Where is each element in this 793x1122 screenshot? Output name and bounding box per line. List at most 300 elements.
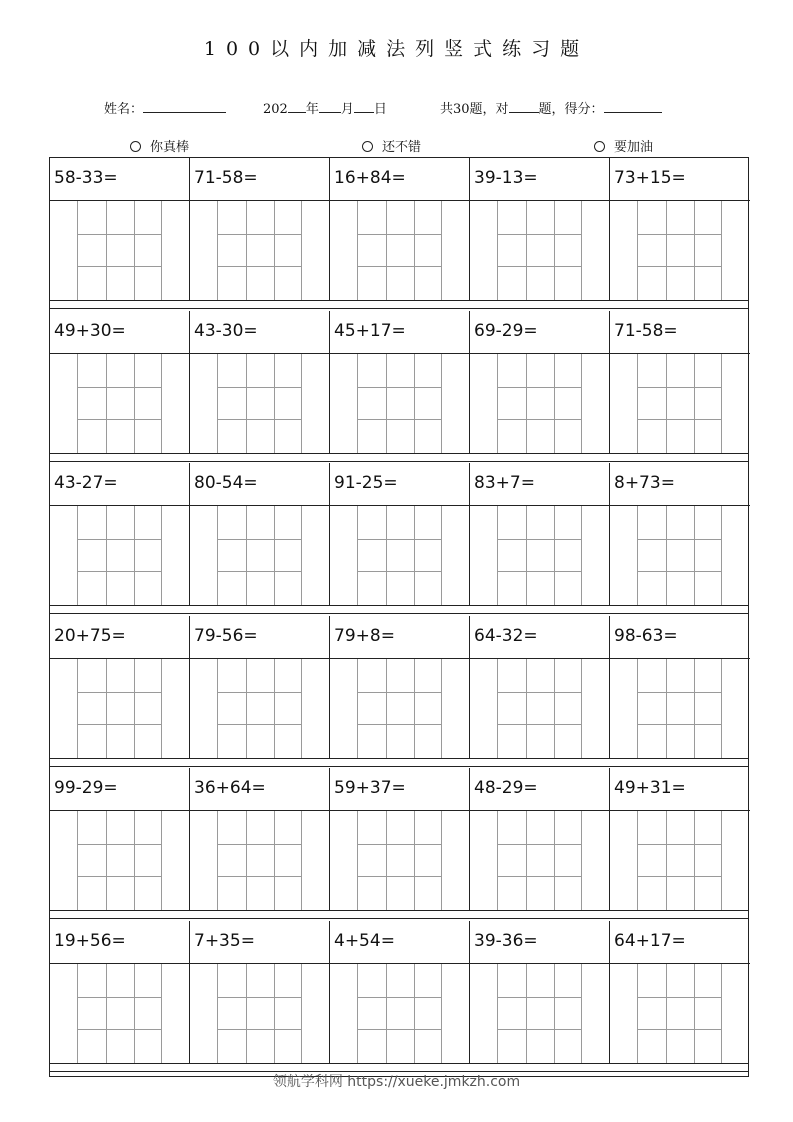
grid-line — [497, 724, 581, 725]
vertical-calc-grid — [497, 659, 581, 758]
grid-line — [217, 876, 301, 877]
grid-line — [274, 811, 275, 910]
grid-line — [554, 811, 555, 910]
grid-line — [77, 724, 161, 725]
vertical-calc-grid — [637, 354, 721, 453]
grid-line — [161, 964, 162, 1063]
grid-line — [497, 266, 581, 267]
rating-label: 还不错 — [382, 140, 422, 155]
grid-line — [497, 692, 581, 693]
grid-line — [637, 571, 721, 572]
problem-text: 20+75= — [54, 626, 126, 646]
grid-line — [637, 997, 721, 998]
grid-line — [357, 692, 441, 693]
rating-option-great — [130, 136, 189, 155]
problem-row — [50, 158, 748, 300]
grid-line — [357, 354, 358, 453]
problem-cell — [50, 158, 190, 300]
problem-row — [50, 921, 748, 1063]
grid-line — [497, 539, 581, 540]
grid-line — [357, 811, 358, 910]
grid-line — [666, 964, 667, 1063]
problem-cell — [330, 311, 470, 453]
circle-icon — [594, 141, 605, 152]
problem-text: 43-30= — [194, 321, 258, 341]
grid-line — [77, 876, 161, 877]
month-blank — [319, 99, 341, 113]
problem-row — [50, 311, 748, 453]
grid-line — [497, 1029, 581, 1030]
row-separator — [50, 605, 748, 614]
grid-line — [217, 354, 218, 453]
grid-line — [357, 387, 441, 388]
row-separator — [50, 453, 748, 462]
problem-cell — [470, 463, 610, 605]
grid-line — [357, 1029, 441, 1030]
vertical-calc-grid — [217, 506, 301, 605]
grid-line — [637, 539, 721, 540]
problem-text: 48-29= — [474, 778, 538, 798]
problem-cell — [330, 158, 470, 300]
grid-line — [721, 506, 722, 605]
problem-text: 69-29= — [474, 321, 538, 341]
vertical-calc-grid — [217, 811, 301, 910]
grid-line — [497, 876, 581, 877]
grid-line — [441, 659, 442, 758]
grid-line — [77, 201, 78, 300]
grid-line — [357, 539, 441, 540]
grid-line — [106, 964, 107, 1063]
problem-text: 83+7= — [474, 473, 535, 493]
grid-line — [414, 354, 415, 453]
grid-line — [497, 571, 581, 572]
grid-line — [441, 506, 442, 605]
vertical-calc-grid — [357, 964, 441, 1063]
month-label: 月 — [340, 102, 354, 117]
day-label: 日 — [373, 102, 387, 117]
grid-line — [637, 1029, 721, 1030]
problem-cell — [190, 616, 330, 758]
grid-line — [217, 844, 301, 845]
grid-line — [497, 354, 498, 453]
grid-line — [386, 659, 387, 758]
rating-option-try-harder — [594, 136, 653, 155]
problem-text: 71-58= — [614, 321, 678, 341]
problem-text: 64-32= — [474, 626, 538, 646]
grid-line — [217, 571, 301, 572]
grid-line — [77, 419, 161, 420]
problem-cell — [470, 921, 610, 1063]
grid-line — [637, 659, 638, 758]
problem-text: 99-29= — [54, 778, 118, 798]
grid-line — [246, 659, 247, 758]
grid-line — [721, 354, 722, 453]
grid-line — [666, 659, 667, 758]
problem-cell — [330, 616, 470, 758]
problem-cell — [190, 311, 330, 453]
grid-line — [637, 964, 638, 1063]
grid-line — [414, 201, 415, 300]
grid-line — [357, 201, 358, 300]
problem-text: 64+17= — [614, 931, 686, 951]
grid-line — [694, 659, 695, 758]
rating-label: 你真棒 — [150, 140, 190, 155]
grid-line — [357, 997, 441, 998]
grid-line — [217, 539, 301, 540]
grid-line — [666, 506, 667, 605]
grid-line — [217, 506, 218, 605]
problem-row — [50, 463, 748, 605]
grid-line — [357, 876, 441, 877]
grid-line — [637, 201, 638, 300]
grid-line — [581, 659, 582, 758]
grid-line — [77, 1029, 161, 1030]
vertical-calc-grid — [77, 506, 161, 605]
problem-cell — [610, 768, 750, 910]
problem-cell — [190, 768, 330, 910]
grid-line — [386, 811, 387, 910]
vertical-calc-grid — [497, 811, 581, 910]
grid-line — [581, 201, 582, 300]
problem-cell — [190, 463, 330, 605]
problem-text: 49+31= — [614, 778, 686, 798]
grid-line — [497, 419, 581, 420]
grid-line — [217, 724, 301, 725]
grid-line — [497, 997, 581, 998]
page-title: 100以内加减法列竖式练习题 — [203, 38, 590, 60]
row-separator — [50, 300, 748, 309]
vertical-calc-grid — [217, 201, 301, 300]
grid-line — [666, 354, 667, 453]
grid-line — [217, 692, 301, 693]
grid-line — [414, 659, 415, 758]
problem-cell — [470, 768, 610, 910]
rating-label: 要加油 — [614, 140, 654, 155]
vertical-calc-grid — [357, 506, 441, 605]
grid-line — [134, 659, 135, 758]
problem-text: 16+84= — [334, 168, 406, 188]
problem-text: 45+17= — [334, 321, 406, 341]
name-blank — [143, 99, 226, 113]
vertical-calc-grid — [637, 506, 721, 605]
problem-text: 4+54= — [334, 931, 395, 951]
grid-line — [274, 201, 275, 300]
grid-line — [526, 354, 527, 453]
vertical-calc-grid — [217, 964, 301, 1063]
grid-line — [637, 876, 721, 877]
grid-line — [526, 659, 527, 758]
correct-suffix: 题，得分： — [538, 102, 604, 117]
problem-cell — [50, 463, 190, 605]
grid-line — [246, 201, 247, 300]
grid-line — [637, 387, 721, 388]
grid-line — [161, 354, 162, 453]
problem-cell — [330, 921, 470, 1063]
grid-line — [637, 724, 721, 725]
grid-line — [414, 506, 415, 605]
grid-line — [161, 811, 162, 910]
grid-line — [301, 659, 302, 758]
vertical-calc-grid — [497, 506, 581, 605]
grid-line — [386, 354, 387, 453]
grid-line — [694, 811, 695, 910]
grid-line — [161, 201, 162, 300]
vertical-calc-grid — [357, 201, 441, 300]
grid-line — [77, 354, 78, 453]
vertical-calc-grid — [77, 659, 161, 758]
problem-text: 49+30= — [54, 321, 126, 341]
name-field — [104, 98, 226, 117]
grid-line — [217, 266, 301, 267]
grid-line — [526, 811, 527, 910]
grid-line — [526, 964, 527, 1063]
grid-line — [554, 964, 555, 1063]
grid-line — [217, 201, 218, 300]
vertical-calc-grid — [77, 354, 161, 453]
problem-text: 39-36= — [474, 931, 538, 951]
grid-line — [301, 354, 302, 453]
grid-line — [301, 964, 302, 1063]
vertical-calc-grid — [637, 964, 721, 1063]
grid-line — [301, 201, 302, 300]
vertical-calc-grid — [497, 201, 581, 300]
year-blank — [288, 99, 306, 113]
vertical-calc-grid — [357, 354, 441, 453]
grid-line — [721, 811, 722, 910]
grid-line — [414, 964, 415, 1063]
footer-watermark: 领航学科网 https://xueke.jmkzh.com — [272, 1074, 521, 1090]
problem-text: 36+64= — [194, 778, 266, 798]
problem-text: 43-27= — [54, 473, 118, 493]
problem-cell — [610, 616, 750, 758]
vertical-calc-grid — [217, 354, 301, 453]
grid-line — [526, 506, 527, 605]
grid-line — [637, 506, 638, 605]
grid-line — [637, 234, 721, 235]
grid-line — [77, 234, 161, 235]
grid-line — [217, 419, 301, 420]
grid-line — [357, 571, 441, 572]
row-separator — [50, 910, 748, 919]
grid-line — [694, 354, 695, 453]
grid-line — [217, 659, 218, 758]
grid-line — [301, 506, 302, 605]
date-field — [263, 98, 387, 117]
grid-line — [77, 811, 78, 910]
grid-line — [637, 266, 721, 267]
grid-line — [77, 997, 161, 998]
grid-line — [666, 201, 667, 300]
grid-line — [246, 506, 247, 605]
grid-line — [246, 811, 247, 910]
grid-line — [217, 234, 301, 235]
grid-line — [497, 844, 581, 845]
problem-cell — [330, 463, 470, 605]
vertical-calc-grid — [497, 964, 581, 1063]
grid-line — [554, 201, 555, 300]
problem-text: 79+8= — [334, 626, 395, 646]
total-label: 共30题，对 — [440, 102, 509, 117]
grid-line — [497, 964, 498, 1063]
problem-text: 8+73= — [614, 473, 675, 493]
grid-line — [721, 659, 722, 758]
grid-line — [554, 659, 555, 758]
grid-line — [721, 964, 722, 1063]
grid-line — [581, 964, 582, 1063]
exercise-grid — [49, 157, 749, 1077]
problem-cell — [610, 463, 750, 605]
grid-line — [77, 539, 161, 540]
grid-line — [106, 354, 107, 453]
grid-line — [694, 506, 695, 605]
grid-line — [694, 201, 695, 300]
grid-line — [694, 964, 695, 1063]
problem-row — [50, 768, 748, 910]
grid-line — [217, 811, 218, 910]
grid-line — [721, 201, 722, 300]
vertical-calc-grid — [357, 659, 441, 758]
grid-line — [497, 811, 498, 910]
problem-cell — [610, 921, 750, 1063]
grid-line — [441, 201, 442, 300]
grid-line — [161, 659, 162, 758]
name-label: 姓名： — [104, 102, 144, 117]
problem-text: 73+15= — [614, 168, 686, 188]
problem-text: 71-58= — [194, 168, 258, 188]
problem-cell — [610, 158, 750, 300]
grid-line — [134, 354, 135, 453]
grid-line — [77, 844, 161, 845]
grid-line — [161, 506, 162, 605]
rating-option-good — [362, 136, 421, 155]
grid-line — [637, 354, 638, 453]
grid-line — [357, 266, 441, 267]
grid-line — [77, 659, 78, 758]
grid-line — [217, 964, 218, 1063]
problem-cell — [470, 616, 610, 758]
grid-line — [386, 964, 387, 1063]
problem-text: 79-56= — [194, 626, 258, 646]
problem-cell — [50, 921, 190, 1063]
score-field — [440, 98, 662, 117]
grid-line — [357, 724, 441, 725]
grid-line — [77, 387, 161, 388]
grid-line — [134, 811, 135, 910]
problem-cell — [190, 921, 330, 1063]
grid-line — [357, 419, 441, 420]
grid-line — [441, 811, 442, 910]
grid-line — [77, 506, 78, 605]
grid-line — [357, 506, 358, 605]
circle-icon — [362, 141, 373, 152]
grid-line — [637, 692, 721, 693]
problem-text: 59+37= — [334, 778, 406, 798]
grid-line — [414, 811, 415, 910]
vertical-calc-grid — [77, 964, 161, 1063]
grid-line — [386, 201, 387, 300]
vertical-calc-grid — [77, 201, 161, 300]
problem-text: 98-63= — [614, 626, 678, 646]
grid-line — [134, 964, 135, 1063]
grid-line — [274, 354, 275, 453]
grid-line — [217, 387, 301, 388]
grid-line — [581, 506, 582, 605]
grid-line — [581, 354, 582, 453]
grid-line — [77, 266, 161, 267]
score-blank — [604, 99, 662, 113]
problem-text: 58-33= — [54, 168, 118, 188]
vertical-calc-grid — [357, 811, 441, 910]
problem-cell — [50, 616, 190, 758]
grid-line — [301, 811, 302, 910]
grid-line — [77, 964, 78, 1063]
grid-line — [357, 234, 441, 235]
problem-text: 19+56= — [54, 931, 126, 951]
grid-line — [386, 506, 387, 605]
grid-line — [441, 354, 442, 453]
grid-line — [637, 419, 721, 420]
grid-line — [217, 1029, 301, 1030]
problem-cell — [330, 768, 470, 910]
grid-line — [637, 844, 721, 845]
problem-text: 91-25= — [334, 473, 398, 493]
grid-line — [134, 506, 135, 605]
grid-line — [246, 964, 247, 1063]
grid-line — [274, 659, 275, 758]
grid-line — [77, 692, 161, 693]
vertical-calc-grid — [637, 201, 721, 300]
grid-line — [497, 201, 498, 300]
problem-text: 80-54= — [194, 473, 258, 493]
grid-line — [554, 506, 555, 605]
problem-cell — [50, 311, 190, 453]
grid-line — [106, 659, 107, 758]
problem-text: 7+35= — [194, 931, 255, 951]
problem-cell — [50, 768, 190, 910]
grid-line — [274, 964, 275, 1063]
date-year-prefix: 202 — [263, 102, 288, 117]
grid-line — [357, 844, 441, 845]
grid-line — [666, 811, 667, 910]
grid-line — [637, 811, 638, 910]
grid-line — [581, 811, 582, 910]
correct-blank — [509, 99, 539, 113]
vertical-calc-grid — [217, 659, 301, 758]
problem-cell — [470, 158, 610, 300]
grid-line — [77, 571, 161, 572]
grid-line — [526, 201, 527, 300]
grid-line — [497, 234, 581, 235]
grid-line — [106, 811, 107, 910]
day-blank — [354, 99, 374, 113]
grid-line — [274, 506, 275, 605]
vertical-calc-grid — [637, 659, 721, 758]
grid-line — [134, 201, 135, 300]
grid-line — [217, 997, 301, 998]
grid-line — [497, 387, 581, 388]
problem-cell — [610, 311, 750, 453]
grid-line — [357, 964, 358, 1063]
circle-icon — [130, 141, 141, 152]
grid-line — [497, 659, 498, 758]
grid-line — [497, 506, 498, 605]
vertical-calc-grid — [77, 811, 161, 910]
problem-text: 39-13= — [474, 168, 538, 188]
grid-line — [554, 354, 555, 453]
problem-cell — [190, 158, 330, 300]
row-separator — [50, 758, 748, 767]
problem-row — [50, 616, 748, 758]
